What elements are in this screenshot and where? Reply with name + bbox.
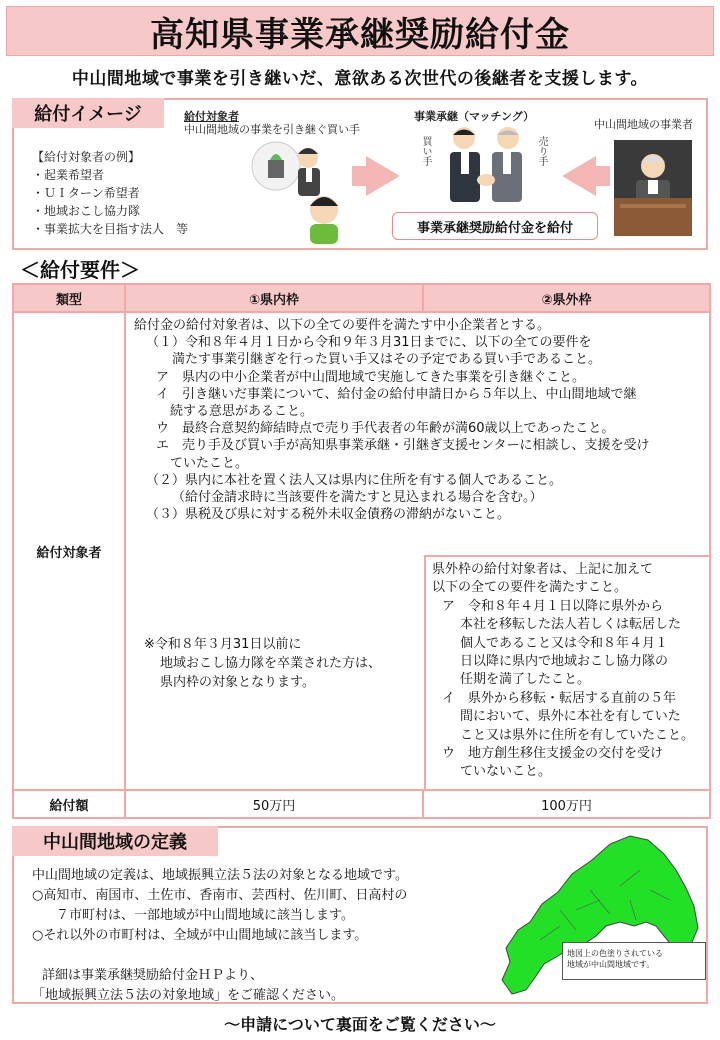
matching-label: 事業承継（マッチング） <box>414 110 535 123</box>
out-requirement-line: 個人であること又は令和８年４月１ <box>460 635 669 651</box>
requirement-line: イ 引き継いだ事業について、給付金の給付申請日から５年以上、中山間地域で継 <box>156 386 637 402</box>
out-prefecture-requirements <box>424 555 709 791</box>
example-item: ・事業拡大を目指す法人 等 <box>32 222 189 236</box>
requirement-line: （給付金請求時に当該要件を満たすと見込まれる場合を含む。） <box>172 490 543 506</box>
example-item: ・起業希望者 <box>32 168 105 182</box>
out-requirement-line: こと又は県外に住所を有していたこと。 <box>460 727 695 743</box>
definition-text <box>32 866 408 1006</box>
requirement-line: ていたこと。 <box>170 455 249 471</box>
row-target-label: 給付対象者 <box>13 312 125 790</box>
definition-line: ○それ以外の市町村は、全域が中山間地域に該当します。 <box>32 928 368 943</box>
out-requirement-line: ア 令和８年４月１日以降に県外から <box>442 598 664 614</box>
grant-label-box: 事業承継奨励給付金を給付 <box>392 212 598 240</box>
requirement-line: ウ 最終合意契約締結時点で売り手代表者の年齢が満60歳以上であったこと。 <box>156 421 615 437</box>
requirements-heading: ＜給付要件＞ <box>20 258 140 282</box>
seller-side-label: 中山間地域の事業者 <box>594 118 693 131</box>
page-title: 高知県事業承継奨励給付金 <box>150 14 570 55</box>
row-amount-label: 給付額 <box>13 790 125 818</box>
note-line: 地域おこし協力隊を卒業された方は、 <box>160 656 382 671</box>
out-requirement-line: 間において、県外に本社を有していた <box>460 709 681 725</box>
requirement-line: （３）県税及び県に対する税外未収金債務の滞納がないこと。 <box>146 507 511 523</box>
requirement-line: （２）県内に本社を置く法人又は県内に住所を有する個人であること。 <box>146 472 563 488</box>
out-requirement-line: 日以降に県内で地域おこし協力隊の <box>460 654 669 670</box>
title-banner <box>6 6 714 56</box>
in-prefecture-note <box>144 635 381 692</box>
examples-heading: 【給付対象者の例】 <box>32 150 141 164</box>
map-note-line: 地域が中山間地域です。 <box>567 960 655 969</box>
map-legend-note <box>562 942 706 980</box>
target-label: 給付対象者 <box>184 110 239 123</box>
target-requirements-cell <box>125 312 710 790</box>
target-desc: 中山間地域の事業を引き継ぐ買い手 <box>184 123 360 136</box>
arrow-left-body <box>594 166 610 186</box>
requirement-line: 満たす事業引継ぎを行った買い手又はその予定である買い手であること。 <box>172 352 602 368</box>
definition-tag: 中山間地域の定義 <box>12 826 218 856</box>
note-line: 県内枠の対象となります。 <box>160 675 315 690</box>
header-out-prefecture: ②県外枠 <box>423 284 710 312</box>
out-requirement-line: ウ 地方創生移住支援金の交付を受け <box>442 746 664 762</box>
header-type: 類型 <box>13 284 125 312</box>
definition-line: 中山間地域の定義は、地域振興立法５法の対象となる地域です。 <box>32 868 408 883</box>
definition-line: ７市町村は、一部地域が中山間地域に該当します。 <box>56 908 354 923</box>
amount-in-prefecture: 50万円 <box>125 790 423 818</box>
common-requirements <box>134 317 716 523</box>
target-examples <box>32 148 188 238</box>
out-requirement-line: 県外枠の給付対象者は、上記に加えて <box>432 562 654 577</box>
map-note-line: 地図上の色塗りされている <box>567 949 663 958</box>
definition-line: 詳細は事業承継奨励給付金ＨＰより、 <box>42 968 264 983</box>
requirement-line: （１）令和８年４月１日から令和９年３月31日までに、以下の全ての要件を <box>146 335 592 351</box>
arrow-left-icon <box>562 156 596 196</box>
definition-line: 「地域振興立法５法の対象地域」をご確認ください。 <box>32 988 345 1003</box>
buyer-label: 買い手 <box>420 136 431 166</box>
definition-section <box>12 826 708 1004</box>
out-requirement-line: 任期を満了したこと。 <box>460 672 591 688</box>
requirement-line: 給付金の給付対象者は、以下の全ての要件を満たす中小企業者とする。 <box>134 318 551 333</box>
grant-image-section <box>12 98 708 250</box>
out-requirement-line: 本社を移転した法人若しくは転居した <box>460 617 682 633</box>
note-line: ※令和８年３月31日以前に <box>144 637 302 652</box>
header-in-prefecture: ①県内枠 <box>125 284 423 312</box>
seller-label: 売り手 <box>536 136 547 166</box>
out-requirement-line: イ 県外から移転・転居する直前の５年 <box>442 690 677 706</box>
requirement-line: 続する意思があること。 <box>170 404 314 420</box>
example-item: ・ＵＩターン希望者 <box>32 186 140 200</box>
out-requirement-line: ていないこと。 <box>460 764 552 780</box>
definition-line: ○高知市、南国市、土佐市、香南市、芸西村、佐川町、日高村の <box>32 888 408 903</box>
requirements-table <box>12 283 711 819</box>
grant-image-tag: 給付イメージ <box>12 98 164 128</box>
out-requirement-line: 以下の全ての要件を満たすこと。 <box>432 580 628 596</box>
arrow-right-icon <box>366 156 400 196</box>
definition-line <box>32 946 408 966</box>
footer-note: ～申請について裏面をご覧ください～ <box>224 1015 496 1034</box>
subtitle: 中山間地域で事業を引き継いだ、意欲ある次世代の後継者を支援します。 <box>71 69 649 89</box>
handshake-illustration <box>438 122 534 208</box>
target-label-group <box>184 110 360 136</box>
example-item: ・地域おこし協力隊 <box>32 204 141 218</box>
business-owner-illustration <box>610 136 696 236</box>
requirement-line: ア 県内の中小企業者が中山間地域で実施してきた事業を引き継ぐこと。 <box>156 369 586 385</box>
buyer-figures-illustration <box>246 136 346 244</box>
requirement-line: エ 売り手及び買い手が高知県事業承継・引継ぎ支援センターに相談し、支援を受け <box>156 438 650 454</box>
amount-out-prefecture: 100万円 <box>423 790 710 818</box>
